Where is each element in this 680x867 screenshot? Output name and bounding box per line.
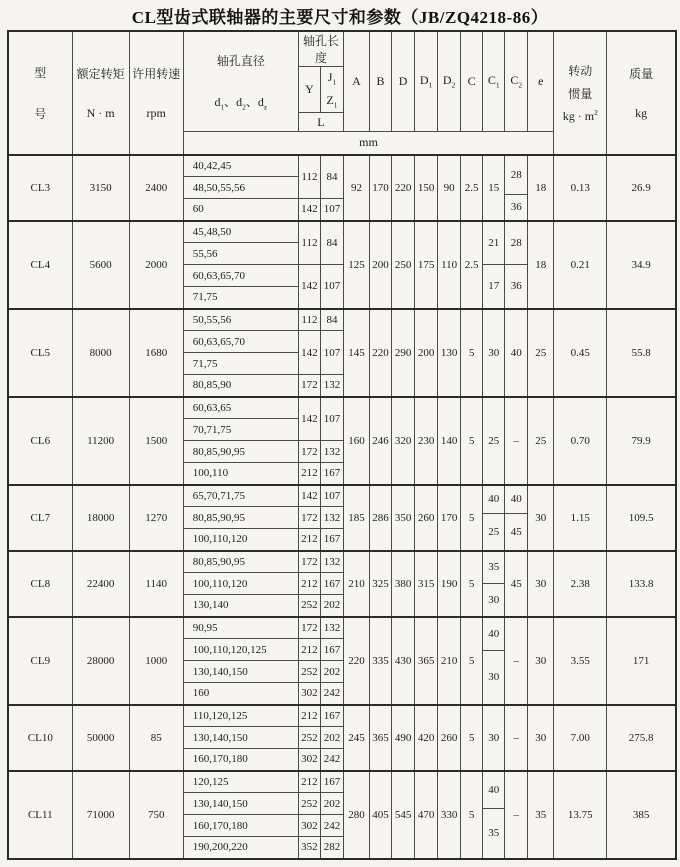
bore-cell: 130,140	[183, 595, 298, 617]
dim-e-cell: 30	[528, 485, 554, 551]
speed-cell: 2400	[129, 155, 183, 221]
dim-d-cell: 350	[392, 485, 415, 551]
y-length-cell: 112	[298, 221, 320, 265]
dim-c2-cell-part	[505, 514, 527, 549]
torque-cell: 18000	[72, 485, 129, 551]
torque-cell: 50000	[72, 705, 129, 771]
dim-a-cell: 92	[343, 155, 369, 221]
bore-cell: 130,140,150	[183, 793, 298, 815]
bore-cell: 100,110,120	[183, 529, 298, 551]
bore-cell: 60,63,65	[183, 397, 298, 419]
bore-cell: 40,42,45	[183, 155, 298, 177]
dim-c2-cell: –	[505, 705, 528, 771]
dim-d-cell: 490	[392, 705, 415, 771]
dim-c2-cell-part	[505, 486, 527, 515]
dim-c-cell: 5	[461, 485, 483, 551]
dim-e-cell: 25	[528, 397, 554, 485]
dim-c2-cell-value: 28	[510, 236, 522, 249]
speed-cell: 1000	[129, 617, 183, 705]
dim-c-cell: 5	[461, 705, 483, 771]
dim-a-cell: 245	[343, 705, 369, 771]
y-length-cell: 172	[298, 375, 320, 397]
inertia-cell: 0.13	[554, 155, 607, 221]
dim-e-cell: 30	[528, 705, 554, 771]
dim-e-cell: 30	[528, 551, 554, 617]
dim-c2-cell	[505, 485, 528, 551]
bore-cell: 80,85,90,95	[183, 551, 298, 573]
bore-cell: 120,125	[183, 771, 298, 793]
header-torque-label: 额定转矩	[76, 66, 125, 81]
l-length-cell: 132	[320, 441, 343, 463]
y-length-cell: 302	[298, 815, 320, 837]
header-bore	[183, 31, 298, 132]
table-row	[8, 397, 676, 419]
dim-d2-cell: 260	[438, 705, 461, 771]
l-length-cell: 107	[320, 331, 343, 375]
dim-c1-cell-part	[483, 222, 504, 266]
header-inertia-line1: 转动	[568, 63, 593, 78]
dim-c1-cell-value: 40	[488, 627, 500, 640]
dim-e-cell: 18	[528, 155, 554, 221]
table-header	[8, 31, 676, 155]
header-z1: $Z_1$	[326, 92, 338, 109]
speed-cell: 1500	[129, 397, 183, 485]
y-length-cell: 172	[298, 617, 320, 639]
inertia-cell: 1.15	[554, 485, 607, 551]
header-l: L	[298, 113, 343, 132]
y-length-cell: 212	[298, 463, 320, 485]
speed-cell: 750	[129, 771, 183, 859]
bore-cell: 160	[183, 683, 298, 705]
model-cell: CL7	[8, 485, 72, 551]
y-length-cell: 112	[298, 155, 320, 199]
dim-c2-cell: 40	[505, 309, 528, 397]
dim-c2-cell	[505, 155, 528, 221]
l-length-cell: 107	[320, 265, 343, 309]
table-row	[8, 485, 676, 507]
dim-d1-cell: 365	[415, 617, 438, 705]
y-length-cell: 142	[298, 485, 320, 507]
dim-c1-cell-part	[483, 584, 504, 616]
l-length-cell: 107	[320, 199, 343, 221]
bore-cell: 80,85,90,95	[183, 507, 298, 529]
dim-c2-cell: –	[505, 617, 528, 705]
bore-cell: 60,63,65,70	[183, 265, 298, 287]
l-length-cell: 167	[320, 573, 343, 595]
l-length-cell: 84	[320, 155, 343, 199]
dim-c1-cell-value: 35	[488, 827, 500, 840]
header-speed-label: 许用转速	[132, 66, 181, 81]
table-row	[8, 221, 676, 243]
model-cell: CL3	[8, 155, 72, 221]
mass-cell: 34.9	[607, 221, 676, 309]
y-length-cell: 142	[298, 331, 320, 375]
l-length-cell: 242	[320, 749, 343, 771]
dim-c1-cell-part	[483, 265, 504, 308]
y-length-cell: 302	[298, 749, 320, 771]
inertia-cell: 0.45	[554, 309, 607, 397]
dim-d1-cell: 420	[415, 705, 438, 771]
dim-c1-cell-part	[483, 514, 504, 549]
bore-cell: 71,75	[183, 287, 298, 309]
y-length-cell: 142	[298, 397, 320, 441]
header-dim-e: e	[528, 31, 554, 132]
y-length-cell: 212	[298, 529, 320, 551]
header-mass	[607, 31, 676, 155]
dim-e-cell: 25	[528, 309, 554, 397]
y-length-cell: 252	[298, 661, 320, 683]
coupling-spec-table	[7, 30, 677, 860]
dim-c1-cell	[483, 617, 505, 705]
dim-b-cell: 335	[370, 617, 392, 705]
l-length-cell: 202	[320, 661, 343, 683]
bore-cell: 45,48,50	[183, 221, 298, 243]
bore-cell: 130,140,150	[183, 661, 298, 683]
y-length-cell: 212	[298, 705, 320, 727]
header-bore-symbols: $d_1$、$d_2$、$d_z$	[214, 94, 268, 112]
dim-b-cell: 365	[370, 705, 392, 771]
dim-c-cell: 2.5	[461, 221, 483, 309]
header-model-line1: 型	[34, 65, 47, 80]
bore-cell: 71,75	[183, 353, 298, 375]
dim-d-cell: 250	[392, 221, 415, 309]
bore-cell: 160,170,180	[183, 815, 298, 837]
l-length-cell: 167	[320, 771, 343, 793]
bore-cell: 160,170,180	[183, 749, 298, 771]
header-inertia	[554, 31, 607, 155]
dim-d-cell: 220	[392, 155, 415, 221]
dim-d1-cell: 470	[415, 771, 438, 859]
l-length-cell: 202	[320, 793, 343, 815]
speed-cell: 1270	[129, 485, 183, 551]
dim-b-cell: 286	[370, 485, 392, 551]
dim-e-cell: 35	[528, 771, 554, 859]
bore-cell: 190,200,220	[183, 837, 298, 859]
header-speed-unit: rpm	[146, 105, 166, 120]
dim-c2-cell-part	[505, 222, 527, 266]
dim-d-cell: 430	[392, 617, 415, 705]
header-j1: $J_1$	[327, 70, 337, 87]
inertia-cell: 0.21	[554, 221, 607, 309]
model-cell: CL4	[8, 221, 72, 309]
model-cell: CL9	[8, 617, 72, 705]
y-length-cell: 172	[298, 551, 320, 573]
y-length-cell: 252	[298, 793, 320, 815]
dim-c1-cell-part	[483, 809, 504, 858]
dim-d-cell: 290	[392, 309, 415, 397]
speed-cell: 2000	[129, 221, 183, 309]
header-inertia-line2: 惯量	[568, 86, 593, 101]
dim-c1-cell: 30	[483, 309, 505, 397]
dim-a-cell: 160	[343, 397, 369, 485]
dim-d1-cell: 315	[415, 551, 438, 617]
y-length-cell: 142	[298, 265, 320, 309]
speed-cell: 1140	[129, 551, 183, 617]
dim-c-cell: 5	[461, 397, 483, 485]
header-unit-mm: mm	[183, 132, 554, 155]
table-body	[8, 155, 676, 859]
model-cell: CL5	[8, 309, 72, 397]
torque-cell: 28000	[72, 617, 129, 705]
dim-c2-cell-part	[505, 156, 527, 195]
l-length-cell: 84	[320, 221, 343, 265]
dim-e-cell: 18	[528, 221, 554, 309]
bore-cell: 60,63,65,70	[183, 331, 298, 353]
dim-c2-cell-value: 45	[510, 525, 522, 538]
y-length-cell: 172	[298, 507, 320, 529]
dim-c1-cell-value: 17	[488, 280, 500, 293]
y-length-cell: 142	[298, 199, 320, 221]
header-mass-unit: kg	[635, 105, 648, 120]
dim-e-cell: 30	[528, 617, 554, 705]
l-length-cell: 107	[320, 397, 343, 441]
inertia-cell: 3.55	[554, 617, 607, 705]
header-torque-unit: N · m	[86, 105, 115, 120]
dim-b-cell: 246	[370, 397, 392, 485]
bore-cell: 80,85,90	[183, 375, 298, 397]
mass-cell: 79.9	[607, 397, 676, 485]
y-length-cell: 252	[298, 727, 320, 749]
dim-a-cell: 280	[343, 771, 369, 859]
l-length-cell: 167	[320, 639, 343, 661]
dim-d2-cell: 90	[438, 155, 461, 221]
dim-c-cell: 5	[461, 771, 483, 859]
dim-d-cell: 545	[392, 771, 415, 859]
l-length-cell: 242	[320, 683, 343, 705]
header-j1z1	[320, 67, 343, 113]
bore-cell: 90,95	[183, 617, 298, 639]
dim-d2-cell: 190	[438, 551, 461, 617]
header-dim-a: A	[343, 31, 369, 132]
bore-cell: 65,70,71,75	[183, 485, 298, 507]
dim-b-cell: 325	[370, 551, 392, 617]
y-length-cell: 172	[298, 441, 320, 463]
dim-c1-cell-value: 30	[488, 593, 500, 606]
dim-a-cell: 185	[343, 485, 369, 551]
bore-cell: 70,71,75	[183, 419, 298, 441]
dim-d1-cell: 230	[415, 397, 438, 485]
torque-cell: 5600	[72, 221, 129, 309]
dim-d1-cell: 175	[415, 221, 438, 309]
header-model-line2: 号	[34, 106, 47, 121]
l-length-cell: 167	[320, 705, 343, 727]
mass-cell: 109.5	[607, 485, 676, 551]
dim-c1-cell-value: 21	[488, 236, 500, 249]
dim-d2-cell: 210	[438, 617, 461, 705]
dim-b-cell: 170	[370, 155, 392, 221]
dim-c2-cell: –	[505, 397, 528, 485]
dim-c1-cell	[483, 771, 505, 859]
mass-cell: 55.8	[607, 309, 676, 397]
l-length-cell: 167	[320, 463, 343, 485]
mass-cell: 385	[607, 771, 676, 859]
mass-cell: 26.9	[607, 155, 676, 221]
bore-cell: 110,120,125	[183, 705, 298, 727]
dim-c1-cell-value: 30	[488, 671, 500, 684]
header-bore-label: 轴孔直径	[216, 53, 265, 68]
y-length-cell: 212	[298, 639, 320, 661]
dim-c1-cell-value: 35	[488, 561, 500, 574]
bore-cell: 48,50,55,56	[183, 177, 298, 199]
torque-cell: 8000	[72, 309, 129, 397]
header-dim-d2: $D_2$	[438, 31, 461, 132]
dim-c1-cell-part	[483, 772, 504, 809]
bore-cell: 100,110,120,125	[183, 639, 298, 661]
bore-cell: 55,56	[183, 243, 298, 265]
dim-a-cell: 125	[343, 221, 369, 309]
dim-c2-cell-value: 36	[510, 280, 522, 293]
dim-c1-cell-value: 40	[488, 783, 500, 796]
inertia-cell: 7.00	[554, 705, 607, 771]
dim-c2-cell	[505, 221, 528, 309]
dim-c2-cell: –	[505, 771, 528, 859]
dim-c1-cell-value: 40	[488, 493, 500, 506]
dim-c1-cell: 15	[483, 155, 505, 221]
dim-c1-cell-part	[483, 651, 504, 704]
dim-c1-cell	[483, 551, 505, 617]
y-length-cell: 212	[298, 771, 320, 793]
header-mass-label: 质量	[629, 66, 654, 81]
header-speed	[129, 31, 183, 155]
y-length-cell: 252	[298, 595, 320, 617]
bore-cell: 100,110	[183, 463, 298, 485]
header-model	[8, 31, 72, 155]
l-length-cell: 132	[320, 617, 343, 639]
bore-cell: 100,110,120	[183, 573, 298, 595]
table-row	[8, 309, 676, 331]
header-dim-d: D	[392, 31, 415, 132]
header-hole-length: 轴孔长度	[298, 31, 343, 67]
y-length-cell: 212	[298, 573, 320, 595]
dim-c-cell: 2.5	[461, 155, 483, 221]
inertia-cell: 2.38	[554, 551, 607, 617]
table-row	[8, 771, 676, 793]
dim-c1-cell: 25	[483, 397, 505, 485]
dim-d-cell: 380	[392, 551, 415, 617]
header-y: Y	[298, 67, 320, 113]
l-length-cell: 282	[320, 837, 343, 859]
dim-c2-cell-part	[505, 265, 527, 308]
y-length-cell: 352	[298, 837, 320, 859]
dim-d2-cell: 140	[438, 397, 461, 485]
l-length-cell: 84	[320, 309, 343, 331]
header-dim-d1: $D_1$	[415, 31, 438, 132]
dim-d1-cell: 260	[415, 485, 438, 551]
dim-a-cell: 145	[343, 309, 369, 397]
l-length-cell: 132	[320, 551, 343, 573]
model-cell: CL8	[8, 551, 72, 617]
torque-cell: 11200	[72, 397, 129, 485]
dim-d1-cell: 200	[415, 309, 438, 397]
l-length-cell: 132	[320, 375, 343, 397]
dim-c2-cell-value: 40	[510, 493, 522, 506]
dim-a-cell: 210	[343, 551, 369, 617]
model-cell: CL11	[8, 771, 72, 859]
bore-cell: 50,55,56	[183, 309, 298, 331]
dim-c2-cell: 45	[505, 551, 528, 617]
table-row	[8, 155, 676, 177]
model-cell: CL6	[8, 397, 72, 485]
dim-c1-cell: 30	[483, 705, 505, 771]
mass-cell: 171	[607, 617, 676, 705]
header-dim-c2: $C_2$	[505, 31, 528, 132]
bore-cell: 60	[183, 199, 298, 221]
l-length-cell: 107	[320, 485, 343, 507]
inertia-cell: 0.70	[554, 397, 607, 485]
dim-d2-cell: 110	[438, 221, 461, 309]
bore-cell: 130,140,150	[183, 727, 298, 749]
table-row	[8, 617, 676, 639]
dim-b-cell: 200	[370, 221, 392, 309]
header-dim-c: C	[461, 31, 483, 132]
dim-b-cell: 405	[370, 771, 392, 859]
dim-d-cell: 320	[392, 397, 415, 485]
dim-d2-cell: 330	[438, 771, 461, 859]
dim-c1-cell	[483, 485, 505, 551]
header-dim-c1: $C_1$	[483, 31, 505, 132]
dim-c1-cell	[483, 221, 505, 309]
dim-d2-cell: 170	[438, 485, 461, 551]
dim-d2-cell: 130	[438, 309, 461, 397]
header-dim-b: B	[370, 31, 392, 132]
dim-d1-cell: 150	[415, 155, 438, 221]
header-inertia-unit: kg · $m^2$	[562, 107, 598, 123]
page-title: CL型齿式联轴器的主要尺寸和参数（JB/ZQ4218-86）	[131, 8, 549, 27]
torque-cell: 71000	[72, 771, 129, 859]
l-length-cell: 167	[320, 529, 343, 551]
l-length-cell: 202	[320, 727, 343, 749]
dim-c1-cell-part	[483, 618, 504, 651]
dim-c1-cell-value: 25	[488, 525, 500, 538]
inertia-cell: 13.75	[554, 771, 607, 859]
dim-c-cell: 5	[461, 551, 483, 617]
dim-c-cell: 5	[461, 617, 483, 705]
dim-c1-cell-part	[483, 486, 504, 515]
dim-b-cell: 220	[370, 309, 392, 397]
y-length-cell: 112	[298, 309, 320, 331]
dim-c1-cell-part	[483, 552, 504, 585]
l-length-cell: 132	[320, 507, 343, 529]
mass-cell: 133.8	[607, 551, 676, 617]
table-row	[8, 551, 676, 573]
dim-c-cell: 5	[461, 309, 483, 397]
table-row	[8, 705, 676, 727]
speed-cell: 1680	[129, 309, 183, 397]
bore-cell: 80,85,90,95	[183, 441, 298, 463]
mass-cell: 275.8	[607, 705, 676, 771]
torque-cell: 22400	[72, 551, 129, 617]
l-length-cell: 242	[320, 815, 343, 837]
model-cell: CL10	[8, 705, 72, 771]
l-length-cell: 202	[320, 595, 343, 617]
dim-a-cell: 220	[343, 617, 369, 705]
y-length-cell: 302	[298, 683, 320, 705]
header-torque	[72, 31, 129, 155]
speed-cell: 85	[129, 705, 183, 771]
dim-c2-cell-part	[505, 195, 527, 220]
dim-c2-cell-value: 28	[510, 168, 522, 181]
torque-cell: 3150	[72, 155, 129, 221]
dim-c2-cell-value: 36	[510, 201, 522, 213]
